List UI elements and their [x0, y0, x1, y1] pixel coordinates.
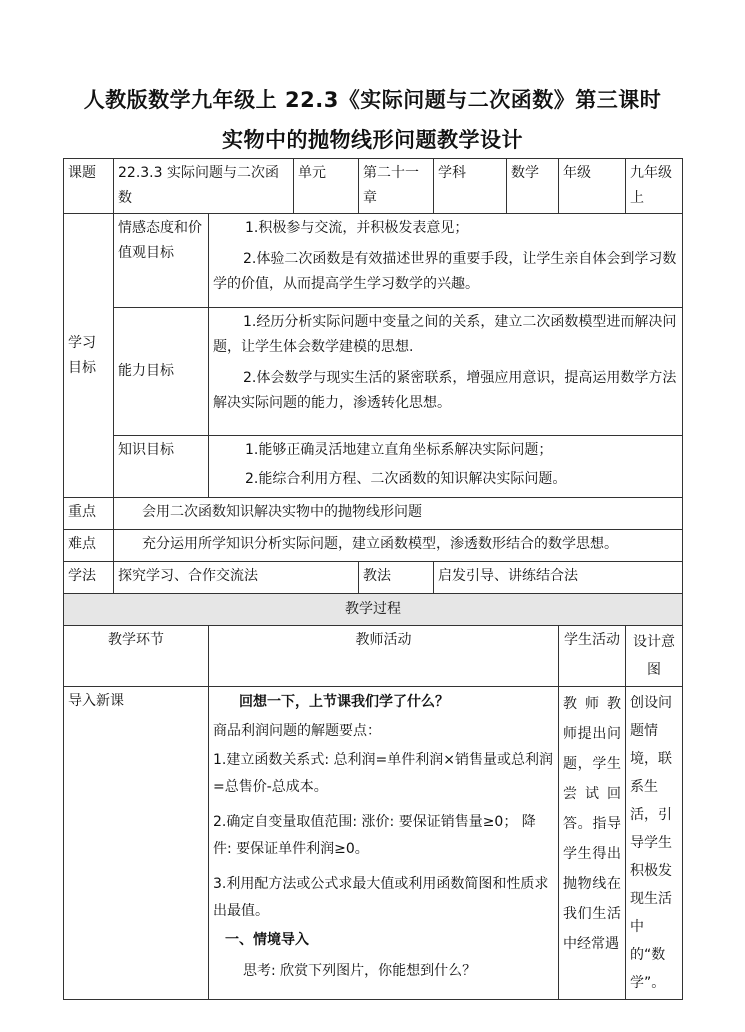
ability-item: 1.经历分析实际问题中变量之间的关系，建立二次函数模型进而解决问题，让学生体会数学建模的思想. — [213, 314, 677, 355]
teacher-section-heading: 一、情境导入 — [225, 932, 309, 948]
ability-items — [209, 308, 683, 436]
ability-label: 能力目标 — [114, 308, 209, 436]
knowledge-item: 1.能够正确灵活地建立直角坐标系解决实际问题； — [245, 442, 553, 458]
grade-value: 九年级上 — [626, 159, 683, 214]
difficulty-row — [64, 530, 683, 562]
objective-knowledge-row — [64, 436, 683, 498]
teacher-line: 商品利润问题的解题要点： — [213, 723, 381, 739]
key-point-label: 重点 — [64, 498, 114, 530]
grade-label: 年级 — [559, 159, 626, 214]
subject-value: 数学 — [507, 159, 559, 214]
emotion-items — [209, 214, 683, 308]
learn-method-value: 探究学习、合作交流法 — [114, 562, 359, 594]
difficulty-label: 难点 — [64, 530, 114, 562]
col-design-header: 设计意图 — [626, 626, 683, 687]
key-point-row — [64, 498, 683, 530]
col-teacher-header: 教师活动 — [209, 626, 559, 687]
process-body-row — [64, 687, 683, 1000]
teacher-line: 3.利用配方法或公式求最大值或利用函数简图和性质求出最值。 — [213, 876, 549, 919]
key-point-value: 会用二次函数知识解决实物中的抛物线形问题 — [114, 498, 683, 530]
col-stage-header: 教学环节 — [64, 626, 209, 687]
teach-method-label: 教法 — [359, 562, 434, 594]
col-student-header: 学生活动 — [559, 626, 626, 687]
objectives-label: 学习目标 — [64, 214, 114, 498]
teacher-line: 回想一下，上节课我们学了什么？ — [239, 694, 449, 710]
teacher-line: 思考: 欣赏下列图片，你能想到什么？ — [243, 963, 477, 979]
subject-label: 学科 — [434, 159, 507, 214]
ability-item: 2.体会数学与现实生活的紧密联系，增强应用意识，提高运用数学方法解决实际问题的能力，渗透转化思想。 — [213, 370, 677, 411]
design-intent: 创设问题情境，联系生活，引导学生积极发现生活中的“数学”。 — [626, 687, 683, 1000]
knowledge-label: 知识目标 — [114, 436, 209, 498]
teacher-line: 2.确定自变量取值范围: 涨价: 要保证销售量≥0； 降件: 要保证单件利润≥0。 — [213, 814, 536, 857]
emotion-item: 2.体验二次函数是有效描述世界的重要手段，让学生亲自体会到学习数学的价值，从而提高学生学习数学的兴趣。 — [213, 251, 677, 292]
objective-ability-row — [64, 308, 683, 436]
student-activity: 教 师 教师提出问题，学生尝试回答。指导学生得出抛物线在我们生活中经常遇 — [559, 687, 626, 1000]
unit-label: 单元 — [294, 159, 359, 214]
unit-value: 第二十一章 — [359, 159, 434, 214]
lesson-label: 课题 — [64, 159, 114, 214]
process-heading: 教学过程 — [64, 594, 683, 626]
learn-method-label: 学法 — [64, 562, 114, 594]
lesson-value: 22.3.3 实际问题与二次函数 — [114, 159, 294, 214]
process-heading-row — [64, 594, 683, 626]
teacher-line: 1.建立函数关系式: 总利润=单件利润×销售量或总利润=总售价-总成本。 — [213, 752, 553, 795]
header-row — [64, 159, 683, 214]
lesson-plan-table — [63, 158, 683, 1000]
process-columns-row — [64, 626, 683, 687]
stage-name: 导入新课 — [64, 687, 209, 1000]
emotion-item: 1.积极参与交流，并积极发表意见； — [245, 220, 469, 236]
document-title-line2: 实物中的抛物线形问题教学设计 — [222, 128, 523, 152]
knowledge-item: 2.能综合利用方程、二次函数的知识解决实际问题。 — [245, 471, 567, 487]
methods-row — [64, 562, 683, 594]
objective-emotion-row — [64, 214, 683, 308]
emotion-label: 情感态度和价值观目标 — [114, 214, 209, 308]
document-title-line1: 人教版数学九年级上 22.3《实际问题与二次函数》第三课时 — [83, 88, 662, 112]
knowledge-items — [209, 436, 683, 498]
teach-method-value: 启发引导、讲练结合法 — [434, 562, 683, 594]
difficulty-value: 充分运用所学知识分析实际问题，建立函数模型，渗透数形结合的数学思想。 — [114, 530, 683, 562]
teacher-activity — [209, 687, 559, 1000]
